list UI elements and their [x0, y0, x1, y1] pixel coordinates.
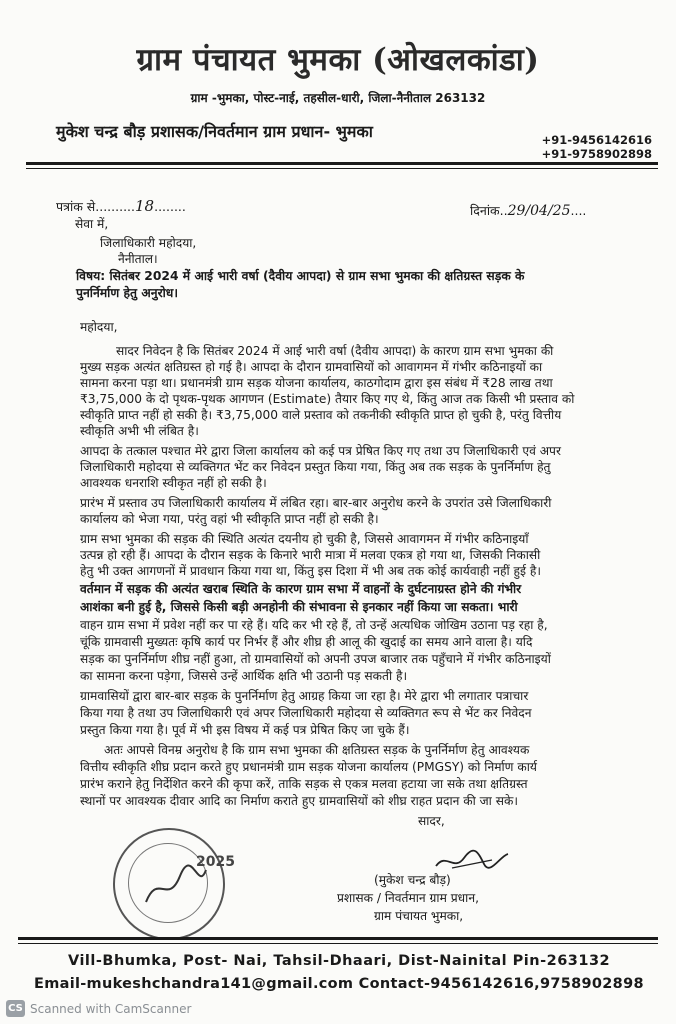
camscanner-logo-icon: CS — [6, 1000, 25, 1017]
letterhead-phone-1: +91-9456142616 — [541, 133, 652, 147]
body-line: मुख्य सड़क अत्यंत क्षतिग्रस्त हो गई है। आपदा के दौरान ग्रामवासियों को आवागमन में गंभीर कठिनाइयों का — [80, 360, 543, 374]
body-line: आवश्यक धनराशि स्वीकृत नहीं हो सकी है। — [80, 476, 267, 490]
body-line: कार्यालय को भेजा गया, परंतु वहां भी स्वीकृति प्राप्त नहीं हो सकी है। — [80, 512, 379, 526]
body-line: किया गया है तथा उप जिलाधिकारी एवं अपर जिलाधिकारी महोदया से व्यक्तिगत रूप से भेंट कर निवेदन — [80, 706, 532, 720]
body-line: स्वीकृति अभी भी लंबित है। — [80, 424, 199, 438]
signer-organization: ग्राम पंचायत भुमका, — [374, 909, 464, 923]
footer-contact: Email-mukeshchandra141@gmail.com Contact-9456142616,9758902898 — [34, 976, 644, 992]
salutation-to: सेवा में, — [75, 217, 109, 231]
letter-date: दिनांक..29/04/25.... — [470, 203, 587, 219]
body-line: वित्तीय स्वीकृति शीघ्र प्रदान करते हुए प्रधानमंत्री ग्राम सड़क योजना कार्यालय (PMGSY) को निर्माण कार्य — [80, 760, 537, 774]
signer-designation: प्रशासक / निवर्तमान ग्राम प्रधान, — [337, 891, 479, 905]
body-line: ₹3,75,000 के दो पृथक-पृथक आगणन (Estimate) तैयार किए गए थे, किंतु आज तक किसी भी प्रस्ताव को — [80, 392, 575, 406]
subject-line-2: पुनर्निर्माण हेतु अनुरोध। — [76, 286, 179, 300]
body-line: चूंकि ग्रामवासी मुख्यतः कृषि कार्य पर निर्भर हैं और शीघ्र ही आलू की खुदाई का समय आने वाला है। यदि — [80, 635, 533, 649]
seal-date-text: 2025 — [196, 854, 235, 870]
footer-divider-thick — [18, 937, 658, 940]
body-line: ग्राम सभा भुमका की सड़क की स्थिति अत्यंत दयनीय हो चुकी है, जिससे आवागमन में गंभीर कठिनाइयाँ — [80, 532, 529, 546]
subject-line-1: विषय: सितंबर 2024 में आई भारी वर्षा (दैवीय आपदा) से ग्राम सभा भुमका की क्षतिग्रस्त सड़क के — [76, 269, 525, 283]
signature-scribble — [432, 846, 512, 874]
body-line: जिलाधिकारी महोदया से व्यक्तिगत भेंट कर निवेदन प्रस्तुत किया गया, किंतु अब तक सड़क के पुनर्निर्माण हेतु — [80, 460, 551, 474]
body-line: स्थानों पर आवश्यक दीवार आदि का निर्माण कराते हुए ग्रामवासियों को शीघ्र राहत प्रदान की जा सके। — [80, 794, 518, 808]
body-line: सादर निवेदन है कि सितंबर 2024 में आई भारी वर्षा (दैवीय आपदा) के कारण ग्राम सभा भुमका की — [116, 344, 554, 358]
body-line: उत्पन्न हो रही हैं। आपदा के दौरान सड़क के किनारे भारी मात्रा में मलवा एकत्र हो गया था, जिसकी निकासी — [80, 548, 541, 562]
closing: सादर, — [418, 814, 445, 828]
seal-signature — [140, 862, 210, 912]
body-line-emphasis: आशंका बनी हुई है, जिससे किसी बड़ी अनहोनी की संभावना से इनकार नहीं किया जा सकता। भारी — [80, 600, 518, 614]
body-line: प्रारंभ कराने हेतु निर्देशित करने की कृपा करें, ताकि सड़क से एकत्र मलवा हटाया जा सके तथा क्षतिग्रस्त — [80, 777, 528, 791]
body-line: सामना करना पड़ा था। प्रधानमंत्री ग्राम सड़क योजना कार्यालय, काठगोदाम द्वारा इस संबंध में ₹28 लाख तथा — [80, 376, 553, 390]
body-line: आपदा के तत्काल पश्चात मेरे द्वारा जिला कार्यालय को कई पत्र प्रेषित किए गए तथा उप जिलाधिकारी एवं अपर — [80, 444, 561, 458]
header-divider-thin — [26, 168, 658, 169]
camscanner-watermark: Scanned with CamScanner — [30, 1002, 192, 1016]
letterhead-phone-2: +91-9758902898 — [541, 147, 652, 161]
footer-address: Vill-Bhumka, Post- Nai, Tahsil-Dhaari, Dist-Nainital Pin-263132 — [68, 953, 611, 969]
body-line: प्रारंभ में प्रस्ताव उप जिलाधिकारी कार्यालय में लंबित रहा। बार-बार अनुरोध करने के उपरांत उसे जिलाधिकारी — [80, 496, 552, 510]
letterhead-address: ग्राम -भुमका, पोस्ट-नाई, तहसील-धारी, जिला-नैनीताल 263132 — [190, 91, 486, 105]
body-line: अतः आपसे विनम्र अनुरोध है कि ग्राम सभा भुमका की क्षतिग्रस्त सड़क के पुनर्निर्माण हेतु आवश्यक — [104, 743, 530, 757]
body-line: का सामना करना पड़ेगा, जिससे उन्हें आर्थिक क्षति भी उठानी पड़ सकती है। — [80, 669, 408, 683]
body-line: सड़क का पुनर्निर्माण शीघ्र नहीं हुआ, तो ग्रामवासियों को अपनी उपज बाजार तक पहुँचाने में गंभीर कठिनाइयों — [80, 652, 551, 666]
reference-number: पत्रांक से..........18........ — [56, 197, 186, 215]
body-line-emphasis: वर्तमान में सड़क की अत्यंत खराब स्थिति के कारण ग्राम सभा में वाहनों के दुर्घटनाग्रस्त होने की गंभीर — [80, 582, 522, 596]
body-line: स्वीकृति प्राप्त नहीं हो सकी है। ₹3,75,000 वाले प्रस्ताव को तकनीकी स्वीकृति प्राप्त हो चुकी है, परंतु वित्तीय — [80, 408, 562, 422]
body-line: हेतु भी उक्त आगणनों में प्रावधान किया गया था, किंतु इस दिशा में भी अब तक कोई कार्यवाही नहीं हुई है। — [80, 564, 541, 578]
greeting: महोदया, — [80, 320, 118, 334]
footer-divider-thin — [18, 943, 658, 944]
header-divider-thick — [26, 162, 658, 165]
body-line: वाहन ग्राम सभा में प्रवेश नहीं कर पा रहे हैं। यदि कर भी रहे हैं, तो उन्हें अत्यधिक जोखिम उठाना पड़ रहा है, — [80, 618, 548, 632]
letterhead-title: ग्राम पंचायत भुमका (ओखलकांडा) — [136, 42, 540, 78]
body-line: प्रस्तुत किया गया है। पूर्व में भी इस विषय में कई पत्र प्रेषित किए जा चुके हैं। — [80, 723, 410, 737]
recipient-line-1: जिलाधिकारी महोदया, — [100, 236, 197, 250]
signer-name: (मुकेश चन्द्र बौड़) — [374, 873, 451, 887]
letterhead-name: मुकेश चन्द्र बौड़ प्रशासक/निवर्तमान ग्राम प्रधान- भुमका — [56, 122, 373, 141]
body-line: ग्रामवासियों द्वारा बार-बार सड़क के पुनर्निर्माण हेतु आग्रह किया जा रहा है। मेरे द्वारा भी लगातार पत्राचार — [80, 689, 529, 703]
recipient-line-2: नैनीताल। — [118, 252, 158, 266]
